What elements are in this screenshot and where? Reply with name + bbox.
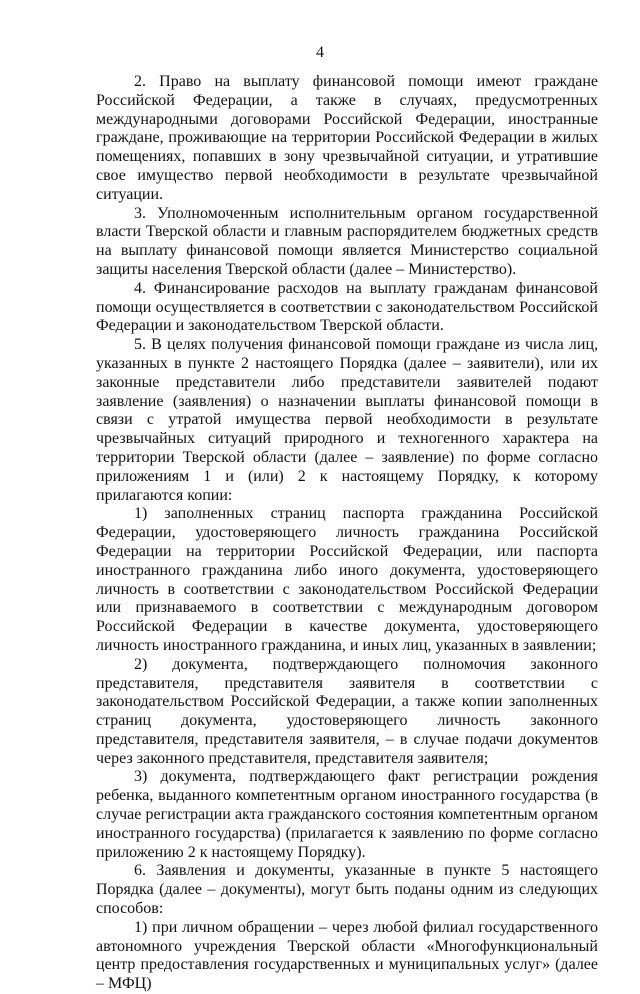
paragraph-6-item-1-in-person: 1) при личном обращении – через любой филиал государственного автономного учреждения Тверской области «Многофункциональный центр предоставления государственных и муниципальных услуг» (далее – МФЦ): [96, 918, 598, 993]
page-number: 4: [316, 44, 324, 61]
paragraph-5-item-1-passport: 1) заполненных страниц паспорта гражданина Российской Федерации, удостоверяющего личность гражданина Российской Федерации на территории Российской Федерации, или паспорта иностранного гражданина либо иного документа, удостоверяющего личность в соответствии с законодательством Российской Федерации или признаваемого в соответствии с международным договором Российской Федерации в качестве документа, удостоверяющего личность иностранного гражданина, и иных лиц, указанных в заявлении;: [96, 505, 598, 654]
paragraph-5-item-2-representative: 2) документа, подтверждающего полномочия законного представителя, представителя заявителя в соответствии с законодательством Российской Федерации, а также копии заполненных страниц документа, удостоверяющего личность законного представителя, представителя заявителя, – в случае подачи документов через законного представителя, представителя заявителя;: [96, 655, 598, 767]
paragraph-4-financing: 4. Финансирование расходов на выплату гражданам финансовой помощи осуществляется в соответствии с законодательством Российской Федерации и законодательством Тверской области.: [96, 279, 598, 335]
paragraph-6-submission: 6. Заявления и документы, указанные в пункте 5 настоящего Порядка (далее – документы), могут быть поданы одним из следующих способов:: [96, 862, 598, 918]
paragraph-5-item-3-birth-registration: 3) документа, подтверждающего факт регистрации рождения ребенка, выданного компетентным органом иностранного государства (в случае регистрации акта гражданского состояния компетентным органом иностранного государства) (прилагается к заявлению по форме согласно приложению 2 к настоящему Порядку).: [96, 768, 598, 861]
paragraph-3-authorized-body: 3. Уполномоченным исполнительным органом государственной власти Тверской области и главным распорядителем бюджетных средств на выплату финансовой помощи является Министерство социальной защиты населения Тверской области (далее – Министерство).: [96, 204, 598, 278]
document-body: [96, 73, 598, 994]
paragraph-2-right-to-aid: 2. Право на выплату финансовой помощи имеют граждане Российской Федерации, а также в случаях, предусмотренных международными договорами Российской Федерации, иностранные граждане, проживающие на территории Российской Федерации в жилых помещениях, попавших в зону чрезвычайной ситуации, и утратившие свое имущество первой необходимости в результате чрезвычайной ситуации.: [96, 73, 598, 203]
paragraph-5-application: 5. В целях получения финансовой помощи граждане из числа лиц, указанных в пункте 2 настоящего Порядка (далее – заявители), или их законные представители либо представители заявителей подают заявление (заявления) о назначении выплаты финансовой помощи в связи с утратой имущества первой необходимости в результате чрезвычайных ситуаций природного и техногенного характера на территории Тверской области (далее – заявление) по форме согласно приложениям 1 и (или) 2 к настоящему Порядку, к которому прилагаются копии:: [96, 336, 598, 504]
